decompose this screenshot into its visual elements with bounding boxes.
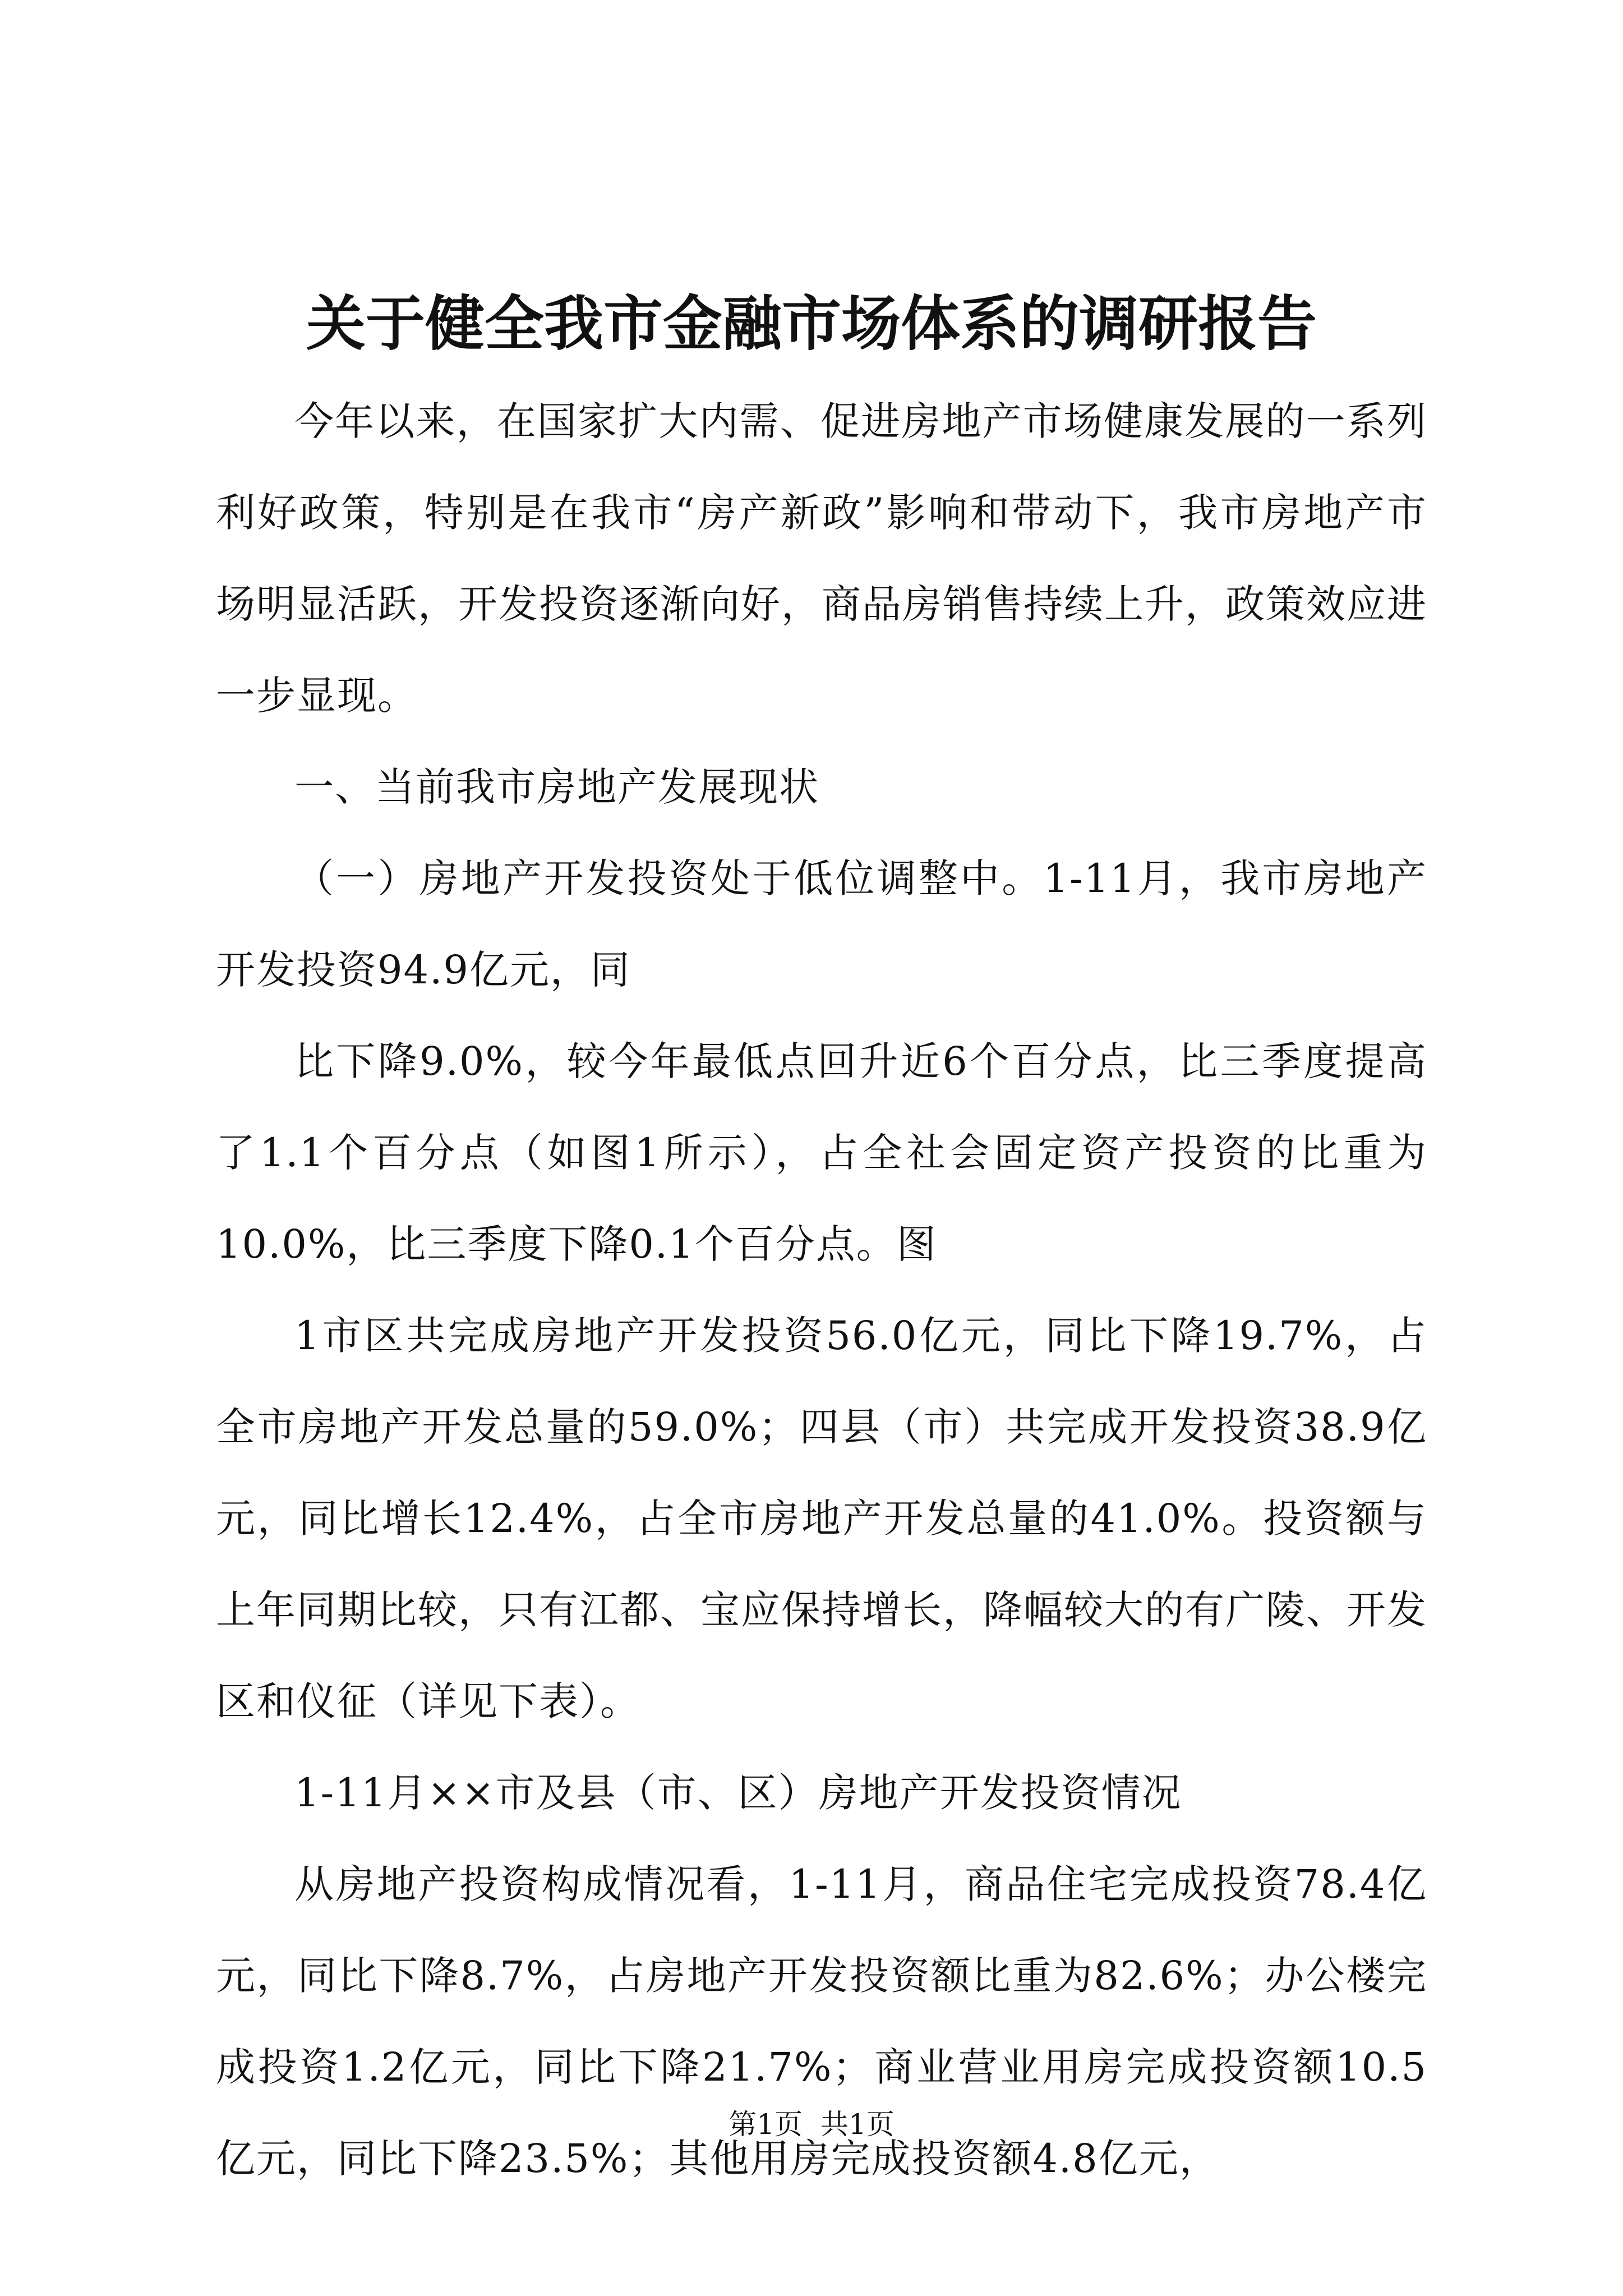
paragraph-investment-change: 比下降9.0%，较今年最低点回升近6个百分点，比三季度提高了1.1个百分点（如图1所示），占全社会固定资产投资的比重为10.0%，比三季度下降0.1个百分点。图 bbox=[216, 1038, 1427, 1267]
document-body bbox=[216, 376, 1427, 2205]
page-footer bbox=[0, 2105, 1623, 2144]
paragraph-investment-composition: 从房地产投资构成情况看，1-11月，商品住宅完成投资78.4亿元，同比下降8.7%，占房地产开发投资额比重为82.6%；办公楼完成投资1.2亿元，同比下降21.7%；商业营业用房完成投资额10.5亿元，同比下降23.5%；其他用房完成投资额4.8亿元， bbox=[216, 1861, 1427, 2182]
section-heading: 一、当前我市房地产发展现状 bbox=[294, 764, 819, 810]
paragraph-intro: 今年以来，在国家扩大内需、促进房地产市场健康发展的一系列利好政策，特别是在我市“房产新政”影响和带动下，我市房地产市场明显活跃，开发投资逐渐向好，商品房销售持续上升，政策效应进一步显现。 bbox=[216, 398, 1427, 719]
page-number: 第1页 bbox=[728, 2108, 803, 2141]
paragraph-district-breakdown: 1市区共完成房地产开发投资56.0亿元，同比下降19.7%，占全市房地产开发总量的59.0%；四县（市）共完成开发投资38.9亿元，同比增长12.4%，占全市房地产开发总量的41.0%。投资额与上年同期比较，只有江都、宝应保持增长，降幅较大的有广陵、开发区和仪征（详见下表）。 bbox=[216, 1313, 1427, 1724]
page-total: 共1页 bbox=[820, 2108, 895, 2141]
paragraph-investment: （一）房地产开发投资处于低位调整中。1-11月，我市房地产开发投资94.9亿元，同 bbox=[216, 855, 1427, 993]
document-title: 关于健全我市金融市场体系的调研报告 bbox=[306, 289, 1317, 358]
table-caption: 1-11月××市及县（市、区）房地产开发投资情况 bbox=[294, 1770, 1182, 1816]
